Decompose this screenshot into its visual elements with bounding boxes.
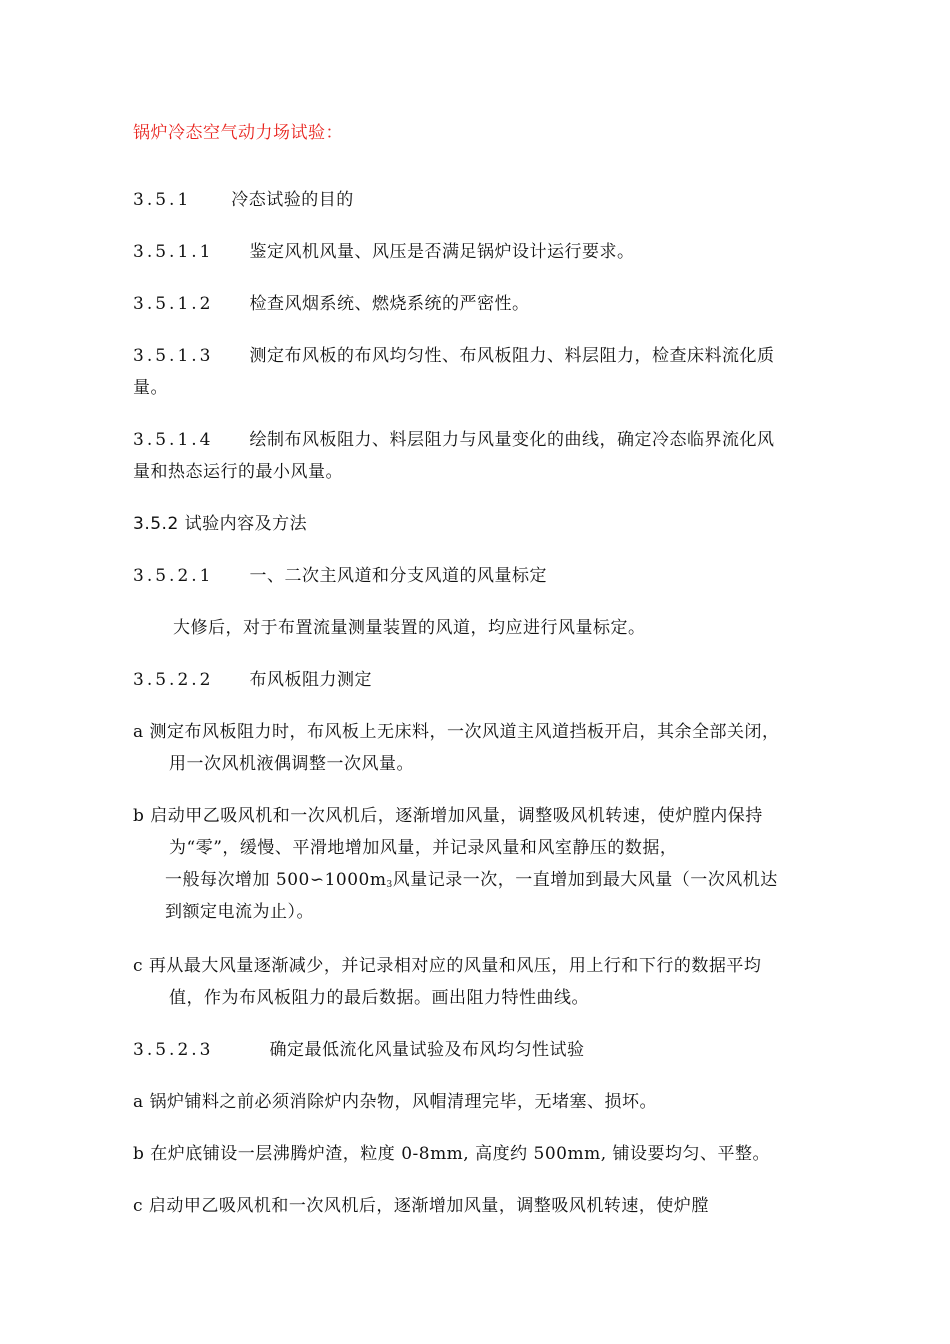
section-text: 绘制布风板阻力、料层阻力与风量变化的曲线，确定冷态临界流化风 xyxy=(249,430,775,450)
paragraph: 大修后，对于布置流量测量装置的风道，均应进行风量标定。 xyxy=(173,618,646,638)
item-c-line-2: 值，作为布风板阻力的最后数据。画出阻力特性曲线。 xyxy=(169,988,589,1008)
item-c-line-1: c 再从最大风量逐渐减少，并记录相对应的风量和风压，用上行和下行的数据平均 xyxy=(133,956,762,976)
section-3-5-1-3 xyxy=(133,344,774,368)
section-text: 布风板阻力测定 xyxy=(249,670,372,690)
section-number: 3.5.2.2 xyxy=(133,670,214,690)
section-number: 3.5.1 xyxy=(133,190,192,210)
unit-superscript: 3 xyxy=(386,880,393,890)
section-3-5-2: 3.5.2 试验内容及方法 xyxy=(133,514,308,534)
section-text: 确定最低流化风量试验及布风均匀性试验 xyxy=(269,1040,585,1060)
section-number: 3.5.1.2 xyxy=(133,294,214,314)
section-text: 检查风烟系统、燃烧系统的严密性。 xyxy=(249,294,530,314)
section-number: 3.5.2.3 xyxy=(133,1040,214,1060)
section-number: 3.5.1.4 xyxy=(133,430,214,450)
item-b-line-2: 为“零”，缓慢、平滑地增加风量，并记录风量和风室静压的数据， xyxy=(169,838,678,858)
text-segment: 一般每次增加 500∽1000m xyxy=(165,870,387,890)
item-b: b 在炉底铺设一层沸腾炉渣，粒度 0-8mm, 高度约 500mm, 铺设要均匀、平整。 xyxy=(133,1144,771,1164)
section-text: 冷态试验的目的 xyxy=(231,190,354,210)
section-3-5-1 xyxy=(133,188,354,212)
section-3-5-1-4 xyxy=(133,428,774,452)
section-text: 一、二次主风道和分支风道的风量标定 xyxy=(249,566,547,586)
section-3-5-1-2 xyxy=(133,292,529,316)
text-segment: 风量记录一次，一直增加到最大风量（一次风机达 xyxy=(392,870,778,890)
section-3-5-2-1 xyxy=(133,564,547,588)
item-b-line-1: b 启动甲乙吸风机和一次风机后，逐渐增加风量，调整吸风机转速，使炉膛内保持 xyxy=(133,806,763,826)
item-c: c 启动甲乙吸风机和一次风机后，逐渐增加风量，调整吸风机转速，使炉膛 xyxy=(133,1196,709,1216)
item-a-line-2: 用一次风机液偶调整一次风量。 xyxy=(169,754,414,774)
item-a-line-1: a 测定布风板阻力时，布风板上无床料，一次风道主风道挡板开启，其余全部关闭， xyxy=(133,722,780,742)
item-a: a 锅炉铺料之前必须消除炉内杂物，风帽清理完毕，无堵塞、损坏。 xyxy=(133,1092,658,1112)
paragraph-continuation: 量。 xyxy=(133,378,168,398)
item-b-line-3 xyxy=(165,868,778,895)
section-3-5-1-1 xyxy=(133,240,634,264)
section-3-5-2-2 xyxy=(133,668,372,692)
section-number: 3.5.1.1 xyxy=(133,242,214,262)
document-title: 锅炉冷态空气动力场试验： xyxy=(133,123,343,143)
paragraph-continuation: 量和热态运行的最小风量。 xyxy=(133,462,343,482)
item-b-line-4: 到额定电流为止）。 xyxy=(165,902,314,922)
section-3-5-2-3 xyxy=(133,1038,584,1062)
section-number: 3.5.1.3 xyxy=(133,346,214,366)
section-text: 测定布风板的布风均匀性、布风板阻力、料层阻力，检查床料流化质 xyxy=(249,346,775,366)
section-number: 3.5.2.1 xyxy=(133,566,214,586)
section-text: 鉴定风机风量、风压是否满足锅炉设计运行要求。 xyxy=(249,242,635,262)
